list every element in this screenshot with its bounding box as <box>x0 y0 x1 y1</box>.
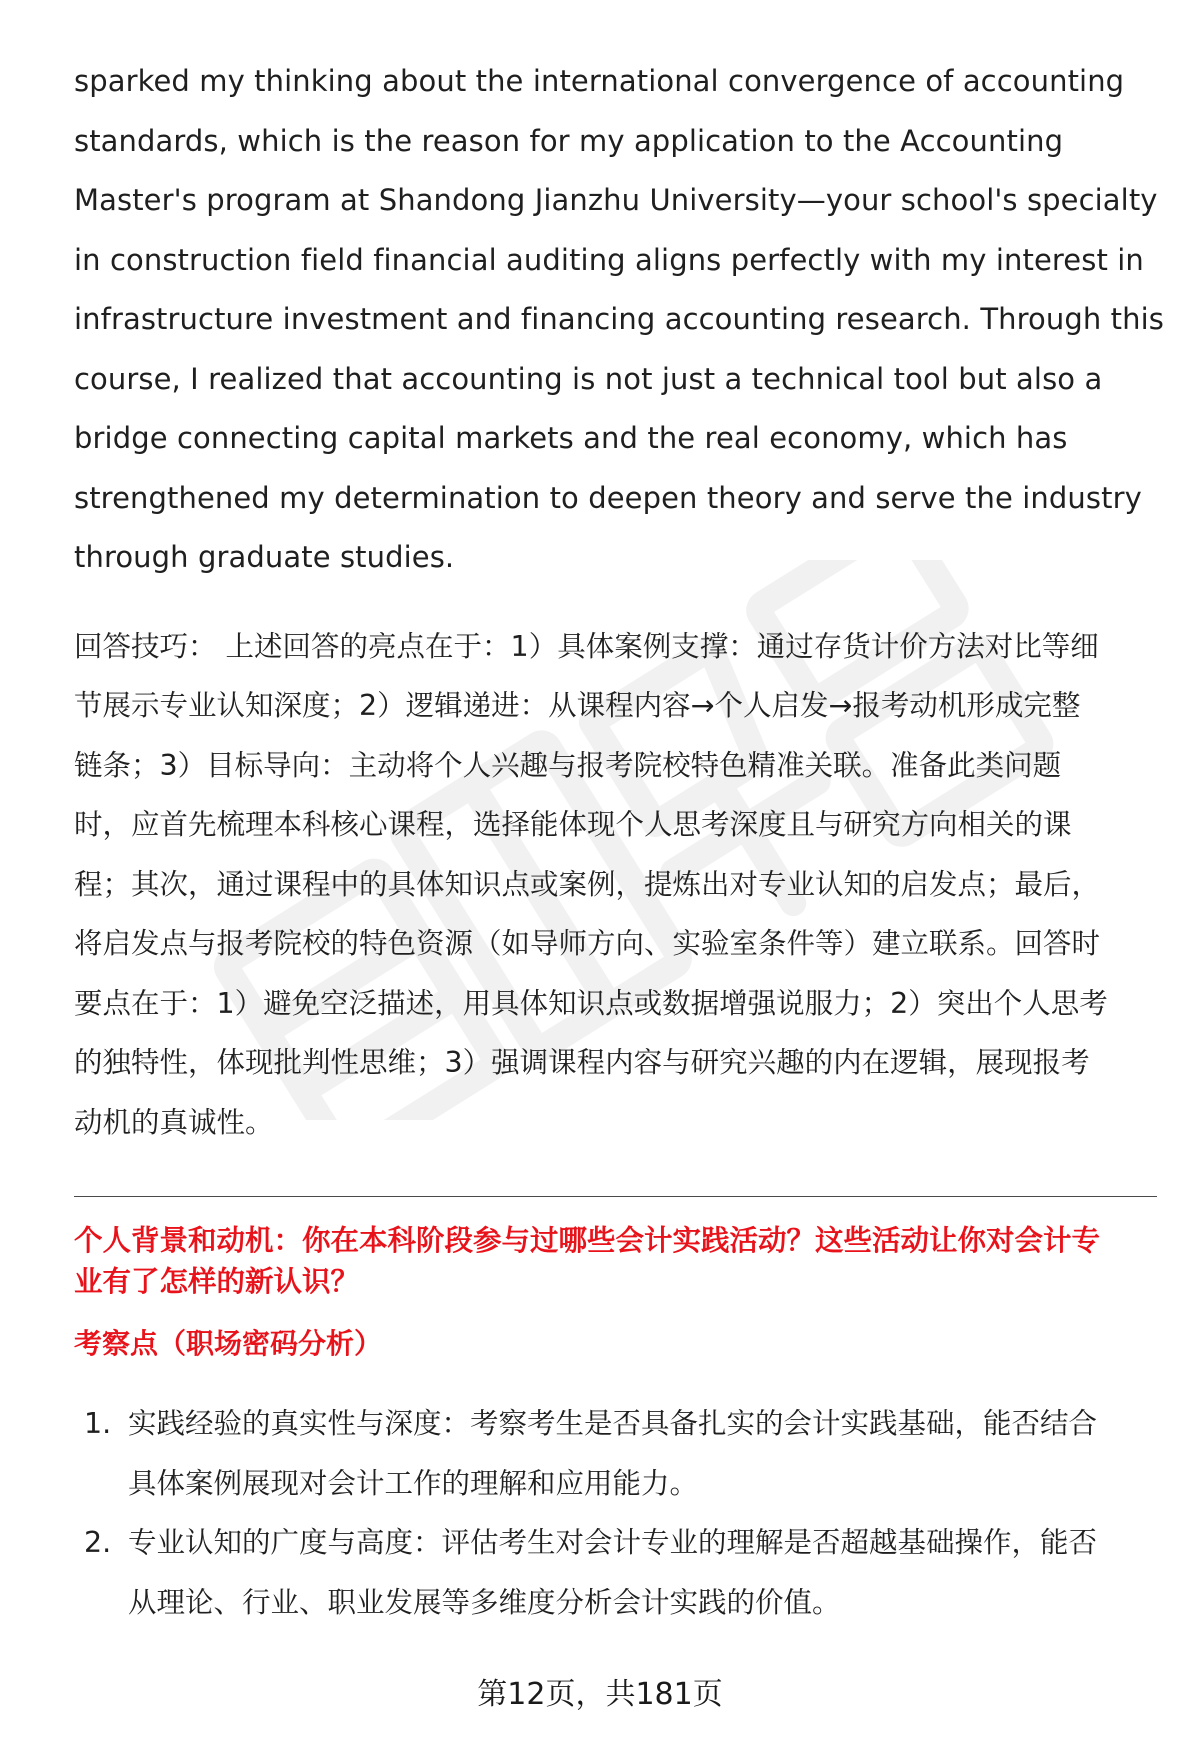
question-heading <box>74 1220 1154 1302</box>
section-divider <box>74 1196 1157 1197</box>
answer-tips-line: 程；其次，通过课程中的具体知识点或案例，提炼出对专业认知的启发点；最后， <box>74 867 1101 901</box>
answer-tips-line: 链条；3）目标导向：主动将个人兴趣与报考院校特色精准关联。准备此类问题 <box>74 748 1062 782</box>
paragraph-line: infrastructure investment and financing accounting research. Through this <box>74 302 1164 336</box>
answer-tips-line: 动机的真诚性。 <box>74 1105 274 1139</box>
answer-tips-line: 时，应首先梳理本科核心课程，选择能体现个人思考深度且与研究方向相关的课 <box>74 808 1072 841</box>
paragraph-line: in construction field financial auditing aligns perfectly with my interest in <box>74 242 1144 277</box>
answer-tips-line: 要点在于：1）避免空泛描述，用具体知识点或数据增强说服力；2）突出个人思考 <box>74 986 1108 1020</box>
list-item-line: 实践经验的真实性与深度：考察考生是否具备扎实的会计实践基础，能否结合 <box>128 1407 1098 1440</box>
exam-points-list <box>74 1394 1154 1632</box>
question-line: 业有了怎样的新认识？ <box>74 1265 360 1298</box>
answer-tips-line: 的独特性，体现批判性思维；3）强调课程内容与研究兴趣的内在逻辑，展现报考 <box>74 1046 1090 1079</box>
question-line: 个人背景和动机：你在本科阶段参与过哪些会计实践活动？这些活动让你对会计专 <box>74 1224 1101 1257</box>
answer-tips-line: 回答技巧： 上述回答的亮点在于：1）具体案例支撑：通过存货计价方法对比等细 <box>74 629 1099 663</box>
paragraph-line: bridge connecting capital markets and the real economy, which has <box>74 421 1068 455</box>
paragraph-line: strengthened my determination to deepen theory and serve the industry <box>74 480 1142 515</box>
exam-points-heading: 考察点（职场密码分析） <box>74 1327 383 1360</box>
list-item-number: 2. <box>84 1526 112 1559</box>
answer-tips-paragraph <box>74 617 1154 1153</box>
paragraph-line: standards, which is the reason for my application to the Accounting <box>74 123 1064 158</box>
paragraph-line: course, I realized that accounting is not just a technical tool but also a <box>74 361 1103 396</box>
list-item <box>74 1394 1154 1513</box>
list-item-line: 专业认知的广度与高度：评估考生对会计专业的理解是否超越基础操作，能否 <box>128 1526 1098 1559</box>
list-item-line: 具体案例展现对会计工作的理解和应用能力。 <box>128 1466 699 1500</box>
page-content <box>74 52 1164 1632</box>
paragraph-line: sparked my thinking about the international convergence of accounting <box>74 64 1125 98</box>
list-item <box>74 1513 1154 1632</box>
answer-tips-line: 将启发点与报考院校的特色资源（如导师方向、实验室条件等）建立联系。回答时 <box>74 927 1101 960</box>
paragraph-line: Master's program at Shandong Jianzhu University—your school's specialty <box>74 183 1158 217</box>
paragraph-line: through graduate studies. <box>74 540 455 574</box>
page-number: 第12页，共181页 <box>477 1677 723 1712</box>
list-item-line: 从理论、行业、职业发展等多维度分析会计实践的价值。 <box>128 1585 841 1619</box>
answer-tips-line: 节展示专业认知深度；2）逻辑递进：从课程内容→个人启发→报考动机形成完整 <box>74 689 1081 722</box>
continuation-paragraph <box>74 52 1164 588</box>
list-item-number: 1. <box>84 1407 112 1440</box>
